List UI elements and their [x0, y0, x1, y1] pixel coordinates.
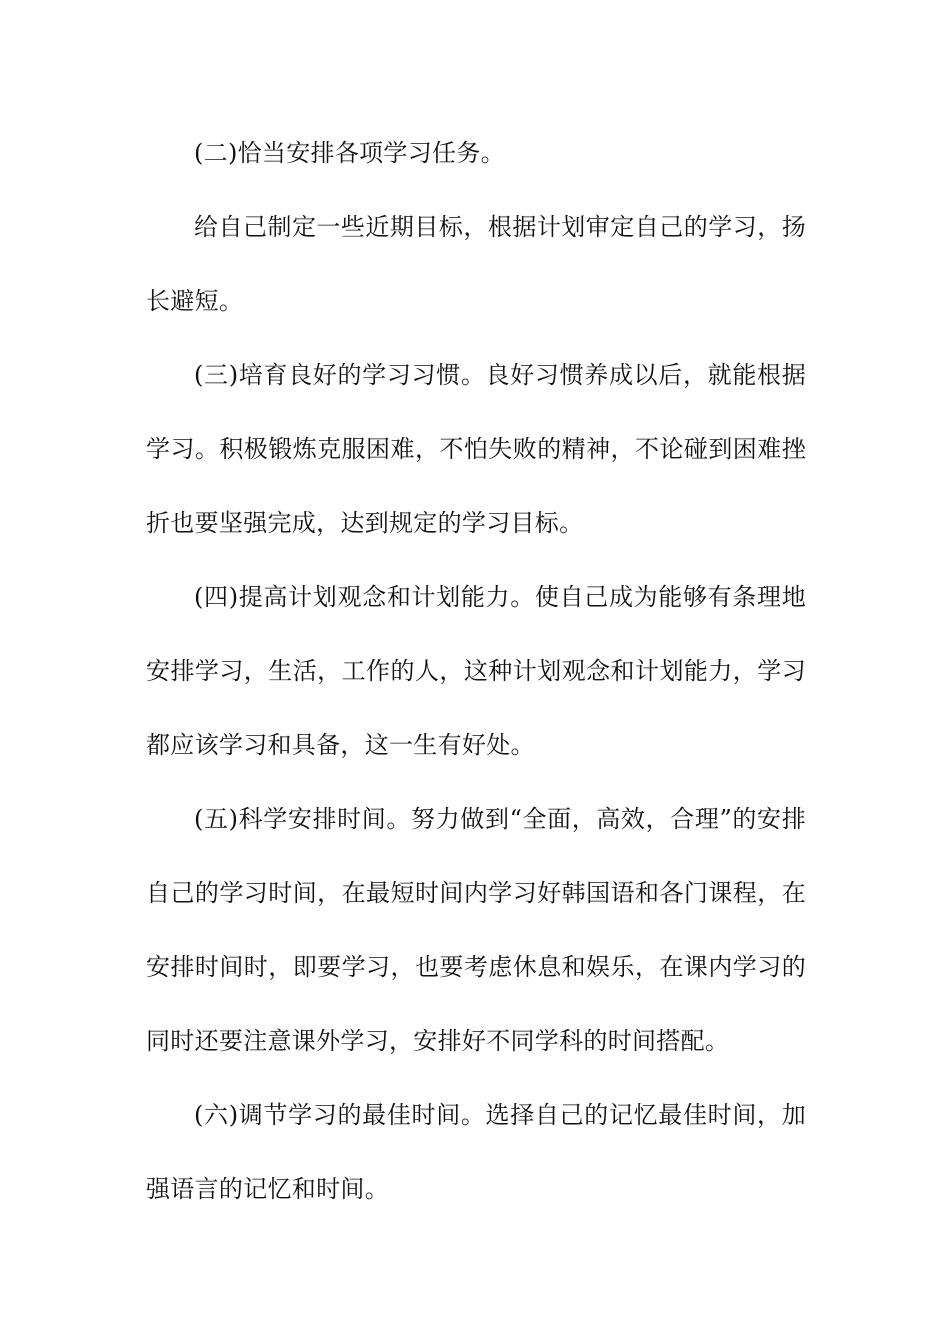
- paragraph-5-time-arrangement: (五)科学安排时间。努力做到“全面，高效，合理”的安排自己的学习时间，在最短时间内学习好韩国语和各门课程，在安排时间时，即要学习，也要考虑休息和娱乐，在课内学习的同时还要注意课外学习，安排好不同学科的时间搭配。: [146, 805, 806, 1055]
- document-body: [146, 116, 806, 1226]
- paragraph-3-study-habits: (三)培育良好的学习习惯。良好习惯养成以后，就能根据学习。积极锻炼克服困难，不怕失败的精神，不论碰到困难挫折也要坚强完成，达到规定的学习目标。: [146, 361, 806, 537]
- paragraph-near-term-goals: 给自己制定一些近期目标，根据计划审定自己的学习，扬长避短。: [146, 213, 806, 315]
- paragraph-4-planning-ability: (四)提高计划观念和计划能力。使自己成为能够有条理地安排学习，生活，工作的人，这种计划观念和计划能力，学习都应该学习和具备，这一生有好处。: [146, 583, 806, 759]
- paragraph-2-task-arrangement: (二)恰当安排各项学习任务。: [194, 139, 505, 167]
- paragraph-6-best-study-time: (六)调节学习的最佳时间。选择自己的记忆最佳时间，加强语言的记忆和时间。: [146, 1101, 806, 1203]
